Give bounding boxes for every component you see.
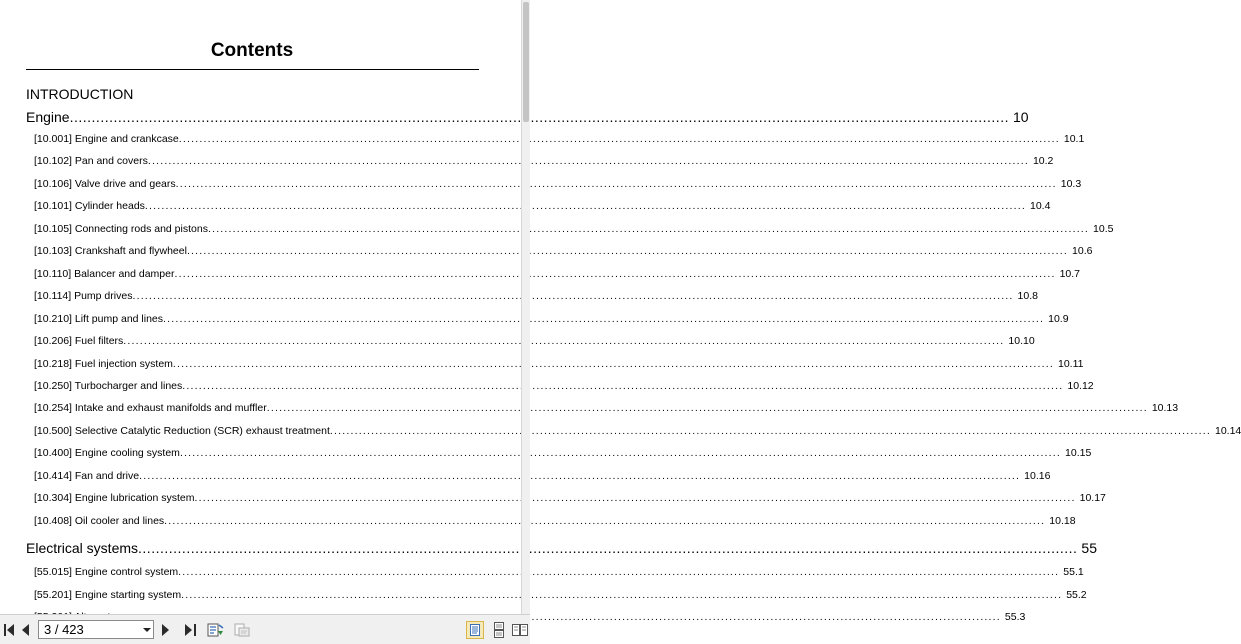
last-page-button[interactable] — [182, 621, 200, 639]
toc-dot-leader — [180, 447, 1061, 459]
toc-dot-leader — [179, 133, 1060, 145]
toc-entry-page: 55.3 — [1004, 611, 1026, 623]
toc-entry-page: 10.14 — [1215, 425, 1241, 437]
chevron-down-icon[interactable] — [141, 627, 153, 633]
toc-entry-page: 10.17 — [1079, 492, 1106, 504]
toc-entry-label: [10.110] Balancer and damper — [34, 268, 175, 280]
continuous-view-icon — [493, 622, 505, 638]
toc-entry-page: 55 — [1081, 540, 1097, 556]
scrollbar-thumb[interactable] — [523, 2, 529, 122]
toc-entry-label: [10.101] Cylinder heads — [34, 200, 145, 212]
last-page-icon — [184, 623, 198, 637]
toc-entry-label: [10.254] Intake and exhaust manifolds and muffler — [34, 402, 267, 414]
print-button[interactable] — [233, 621, 251, 639]
toc-entry-label: [55.015] Engine control system — [34, 566, 179, 578]
toc-dot-leader — [267, 402, 1148, 414]
next-page-button[interactable] — [157, 621, 175, 639]
vertical-scrollbar[interactable] — [521, 0, 530, 614]
toc-entry-page: 55.1 — [1063, 566, 1084, 578]
toc-subsection-entry[interactable] — [34, 402, 1179, 414]
toc-entry-page: 55.2 — [1066, 589, 1087, 601]
toc-entry-page: 10 — [1012, 109, 1029, 125]
toc-dot-leader — [330, 425, 1211, 437]
toc-dot-leader — [208, 223, 1089, 235]
toc-entry-label: [10.218] Fuel injection system — [34, 358, 173, 370]
page-title: Contents — [210, 40, 294, 61]
toc-subsection-entry[interactable] — [34, 492, 1106, 504]
page-number-select[interactable] — [38, 620, 154, 639]
toc-dot-leader — [195, 492, 1076, 504]
toc-entry-label: [10.114] Pump drives — [34, 290, 133, 302]
continuous-view-button[interactable] — [490, 621, 508, 639]
toc-dot-leader — [164, 515, 1045, 527]
toc-entry-page: 10.11 — [1058, 358, 1084, 370]
toc-entry-label: [10.400] Engine cooling system — [34, 447, 180, 459]
toc-subsection-entry[interactable] — [34, 515, 1076, 527]
toc-subsection-entry[interactable] — [34, 589, 1087, 601]
toc-subsection-entry[interactable] — [34, 268, 1081, 280]
toc-entry-page: 10.16 — [1024, 470, 1051, 482]
toc-entry-label: [10.408] Oil cooler and lines — [34, 515, 165, 527]
toc-dot-leader — [181, 589, 1062, 601]
toc-entry-page: 10.13 — [1151, 402, 1179, 414]
toc-subsection-entry[interactable] — [34, 335, 1035, 347]
print-icon — [233, 622, 251, 638]
toc-dot-leader — [123, 335, 1004, 347]
toc-subsection-entry[interactable] — [34, 200, 1051, 212]
next-page-icon — [161, 623, 171, 637]
toc-dot-leader — [70, 109, 1009, 125]
toc-subsection-entry[interactable] — [34, 313, 1069, 325]
toc-entry-page: 10.12 — [1067, 380, 1094, 392]
toc-entry-label: [10.103] Crankshaft and flywheel — [34, 245, 187, 257]
previous-page-button[interactable] — [16, 621, 34, 639]
title-rule — [26, 69, 479, 70]
toc-entry-label: [10.102] Pan and covers — [34, 155, 148, 167]
toc-dot-leader — [145, 200, 1026, 212]
toc-entry-page: 10.6 — [1072, 245, 1093, 257]
toc-entry-page: 10.3 — [1060, 178, 1082, 190]
toc-entry-page: 10.10 — [1008, 335, 1035, 347]
page-number-value[interactable]: 3 / 423 — [44, 622, 84, 637]
single-page-view-button[interactable] — [466, 621, 484, 639]
facing-view-button[interactable] — [511, 621, 529, 639]
toc-subsection-entry[interactable] — [34, 447, 1092, 459]
toc-entry-label: [10.250] Turbocharger and lines — [34, 380, 183, 392]
toc-entry-label: [10.414] Fan and drive — [34, 470, 140, 482]
toc-entry-page: 10.9 — [1048, 313, 1069, 325]
previous-page-icon — [20, 623, 30, 637]
toc-subsection-entry[interactable] — [34, 223, 1114, 235]
toc-introduction-heading[interactable]: INTRODUCTION — [26, 86, 134, 102]
single-page-view-icon — [469, 623, 481, 637]
toc-entry-label: [10.106] Valve drive and gears — [34, 178, 176, 190]
toc-dot-leader — [163, 313, 1044, 325]
toc-subsection-entry[interactable] — [34, 178, 1082, 190]
toc-entry-page: 10.2 — [1032, 155, 1054, 167]
toc-subsection-entry[interactable] — [34, 290, 1038, 302]
toc-entry-label: [10.210] Lift pump and lines — [34, 313, 164, 325]
toc-subsection-entry[interactable] — [34, 566, 1084, 578]
open-file-icon — [207, 622, 225, 638]
toc-entry-label: Electrical systems — [26, 540, 139, 556]
facing-view-icon — [512, 623, 528, 637]
toc-subsection-entry[interactable] — [34, 470, 1051, 482]
toc-subsection-entry[interactable] — [34, 425, 1241, 437]
toc-entry-label: [10.304] Engine lubrication system — [34, 492, 195, 504]
toc-dot-leader — [173, 358, 1054, 370]
toc-entry-label: Engine — [26, 109, 70, 125]
toc-dot-leader — [176, 178, 1057, 190]
toc-dot-leader — [182, 380, 1063, 392]
toc-entry-page: 10.8 — [1017, 290, 1038, 302]
toc-dot-leader — [139, 470, 1020, 482]
toc-section-entry[interactable] — [26, 109, 1029, 125]
toc-entry-label: [10.206] Fuel filters — [34, 335, 124, 347]
toc-dot-leader — [178, 566, 1059, 578]
open-file-button[interactable] — [207, 621, 225, 639]
toc-subsection-entry[interactable] — [34, 358, 1084, 370]
toc-entry-label: [10.105] Connecting rods and pistons — [34, 223, 208, 235]
toc-section-entry[interactable] — [26, 540, 1097, 556]
toc-entry-page: 10.1 — [1063, 133, 1085, 145]
toc-entry-page: 10.7 — [1059, 268, 1081, 280]
toc-subsection-entry[interactable] — [34, 155, 1054, 167]
toc-dot-leader — [148, 155, 1029, 167]
toc-subsection-entry[interactable] — [34, 380, 1094, 392]
toc-entry-label: [55.201] Engine starting system — [34, 589, 182, 601]
toc-subsection-entry[interactable] — [34, 133, 1085, 145]
toc-entry-page: 10.4 — [1030, 200, 1051, 212]
toc-entry-page: 10.5 — [1093, 223, 1114, 235]
toc-dot-leader — [174, 268, 1055, 280]
toc-dot-leader — [187, 245, 1068, 257]
first-page-icon — [3, 623, 15, 637]
toc-entry-label: [10.001] Engine and crankcase — [34, 133, 179, 145]
toc-entry-page: 10.15 — [1065, 447, 1092, 459]
navigation-toolbar — [0, 614, 530, 644]
toc-subsection-entry[interactable] — [34, 245, 1093, 257]
toc-dot-leader — [138, 540, 1077, 556]
toc-dot-leader — [132, 290, 1013, 302]
toc-entry-page: 10.18 — [1049, 515, 1076, 527]
toc-entry-label: [10.500] Selective Catalytic Reduction (SCR) exhaust treatment — [34, 425, 330, 437]
